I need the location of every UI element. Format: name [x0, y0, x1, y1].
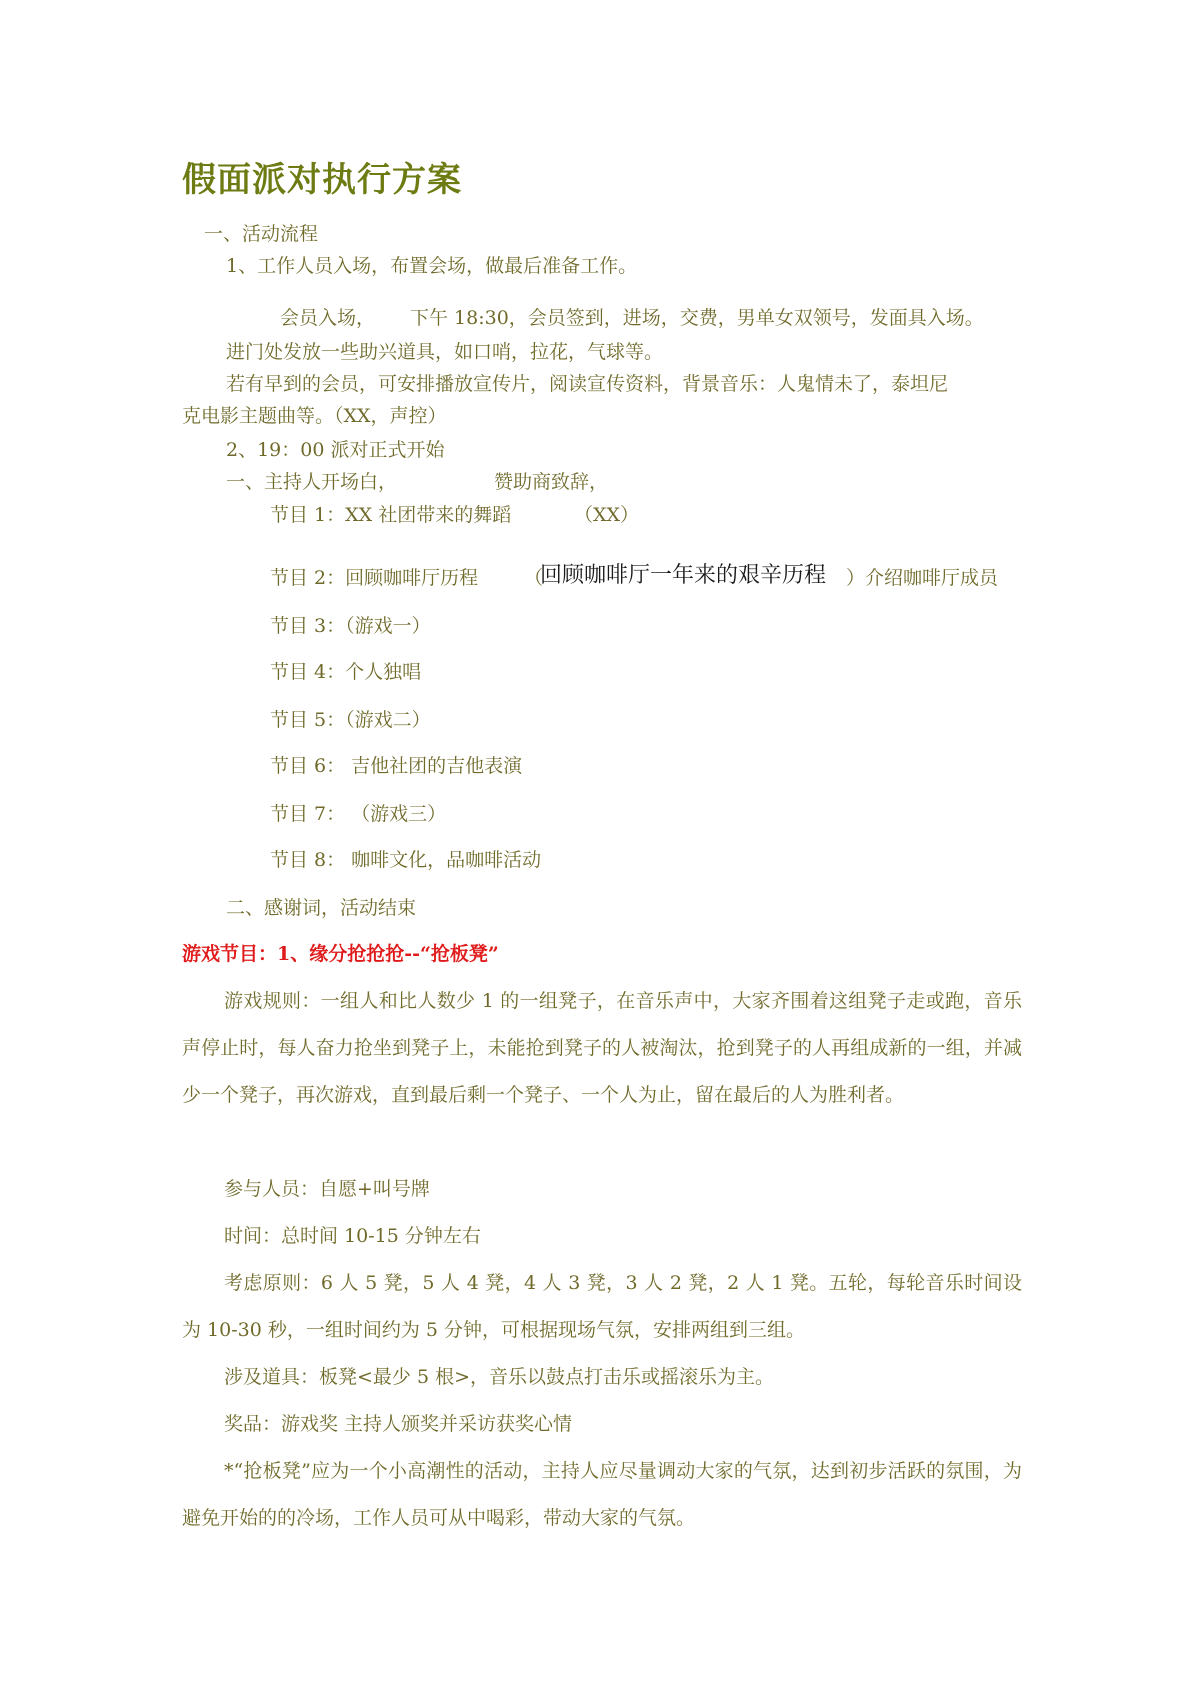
program-8: 节目 8： 咖啡文化，品咖啡活动 [270, 849, 542, 871]
closing-line: 二、感谢词，活动结束 [226, 897, 417, 919]
game-participants: 参与人员：自愿+叫号牌 [224, 1178, 430, 1200]
sponsor-speech: 赞助商致辞， [494, 471, 609, 493]
game-prize: 奖品：游戏奖 主持人颁奖并采访获奖心情 [224, 1413, 573, 1435]
game-principle: 考虑原则：6 人 5 凳，5 人 4 凳，4 人 3 凳，3 人 2 凳，2 人 1 凳。五轮，每轮音乐时间设为 10-30 秒，一组时间约为 5 分钟，可根据现场气氛，安排两组到三组。 [182, 1272, 1022, 1341]
game-note: *“抢板凳”应为一个小高潮性的活动，主持人应尽量调动大家的气氛，达到初步活跃的氛围，为避免开始的的冷场，工作人员可从中喝彩，带动大家的气氛。 [182, 1460, 1022, 1529]
props-line: 进门处发放一些助兴道具，如口哨，拉花，气球等。 [226, 341, 664, 363]
members-entry-label: 会员入场， [280, 307, 376, 329]
program-3: 节目 3：（游戏一） [270, 615, 431, 637]
flow-heading: 一、活动流程 [204, 223, 319, 245]
program-4: 节目 4：个人独唱 [270, 661, 422, 683]
early-members-line-1: 若有早到的会员，可安排播放宣传片，阅读宣传资料，背景音乐：人鬼情未了，泰坦尼 [226, 373, 949, 395]
program-2-members: ）介绍咖啡厅成员 [846, 567, 999, 589]
opening-speech: 一、主持人开场白， [226, 471, 398, 493]
program-5: 节目 5：（游戏二） [270, 709, 431, 731]
members-entry-detail: 下午 18:30，会员签到，进场，交费，男单女双领号，发面具入场。 [410, 307, 984, 329]
program-2-paren-open: （ [524, 567, 544, 589]
flow-step-1: 1、工作人员入场，布置会场，做最后准备工作。 [226, 255, 638, 277]
program-6: 节目 6： 吉他社团的吉他表演 [270, 755, 523, 777]
early-members-line-2: 克电影主题曲等。（XX，声控） [182, 405, 447, 427]
game-props: 涉及道具：板凳<最少 5 根>，音乐以鼓点打击乐或摇滚乐为主。 [224, 1366, 775, 1388]
game-rules: 游戏规则：一组人和比人数少 1 的一组凳子，在音乐声中，大家齐围着这组凳子走或跑，音乐声停止时，每人奋力抢坐到凳子上，未能抢到凳子的人被淘汰，抢到凳子的人再组成新的一组，并减少一个凳子，再次游戏，直到最后剩一个凳子、一个人为止，留在最后的人为胜利者。 [182, 990, 1022, 1106]
program-2-highlight: 回顾咖啡厅一年来的艰辛历程 [540, 563, 827, 588]
program-2: 节目 2：回顾咖啡厅历程 [270, 567, 479, 589]
program-1-performer: （XX） [574, 504, 640, 526]
game-heading: 游戏节目：1、缘分抢抢抢--“抢板凳” [182, 943, 499, 965]
program-1: 节目 1：XX 社团带来的舞蹈 [270, 504, 512, 526]
game-time: 时间：总时间 10-15 分钟左右 [224, 1225, 481, 1247]
flow-step-2: 2、19：00 派对正式开始 [226, 439, 445, 461]
program-7: 节目 7： （游戏三） [270, 803, 447, 825]
document-title: 假面派对执行方案 [182, 160, 462, 200]
